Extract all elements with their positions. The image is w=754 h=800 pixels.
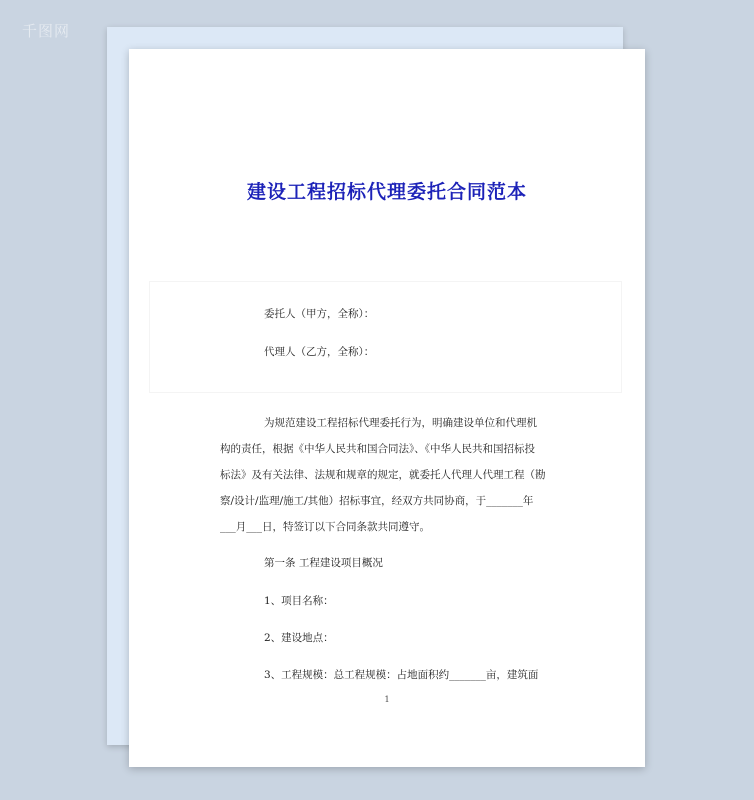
preamble-line-4: 察/设计/监理/施工/其他）招标事宜，经双方共同协商，于_______年: [220, 495, 534, 507]
document-title: 建设工程招标代理委托合同范本: [246, 181, 527, 203]
document-page: [129, 49, 645, 767]
preamble-line-3: 标法》及有关法律、法规和规章的规定，就委托人代理人代理工程（勘: [220, 469, 546, 481]
page-number: 1: [384, 695, 390, 704]
principal-line: 委托人（甲方，全称）：: [264, 308, 375, 320]
article-1-item-2: 2、建设地点：: [264, 632, 334, 644]
watermark-logo: 千图网: [22, 22, 71, 40]
article-1-item-3: 3、工程规模：总工程规模：占地面积约_______亩，建筑面: [264, 669, 539, 681]
article-1-item-1: 1、项目名称：: [264, 595, 334, 607]
parties-frame: [149, 281, 622, 393]
article-1-heading: 第一条 工程建设项目概况: [264, 557, 383, 569]
agent-line: 代理人（乙方，全称）：: [264, 346, 375, 358]
preamble-line-5: ___月___日，特签订以下合同条款共同遵守。: [220, 521, 430, 533]
preamble-line-2: 构的责任，根据《中华人民共和国合同法》、《中华人民共和国招标投: [220, 443, 535, 455]
preamble-line-1: 为规范建设工程招标代理委托行为，明确建设单位和代理机: [264, 417, 537, 429]
